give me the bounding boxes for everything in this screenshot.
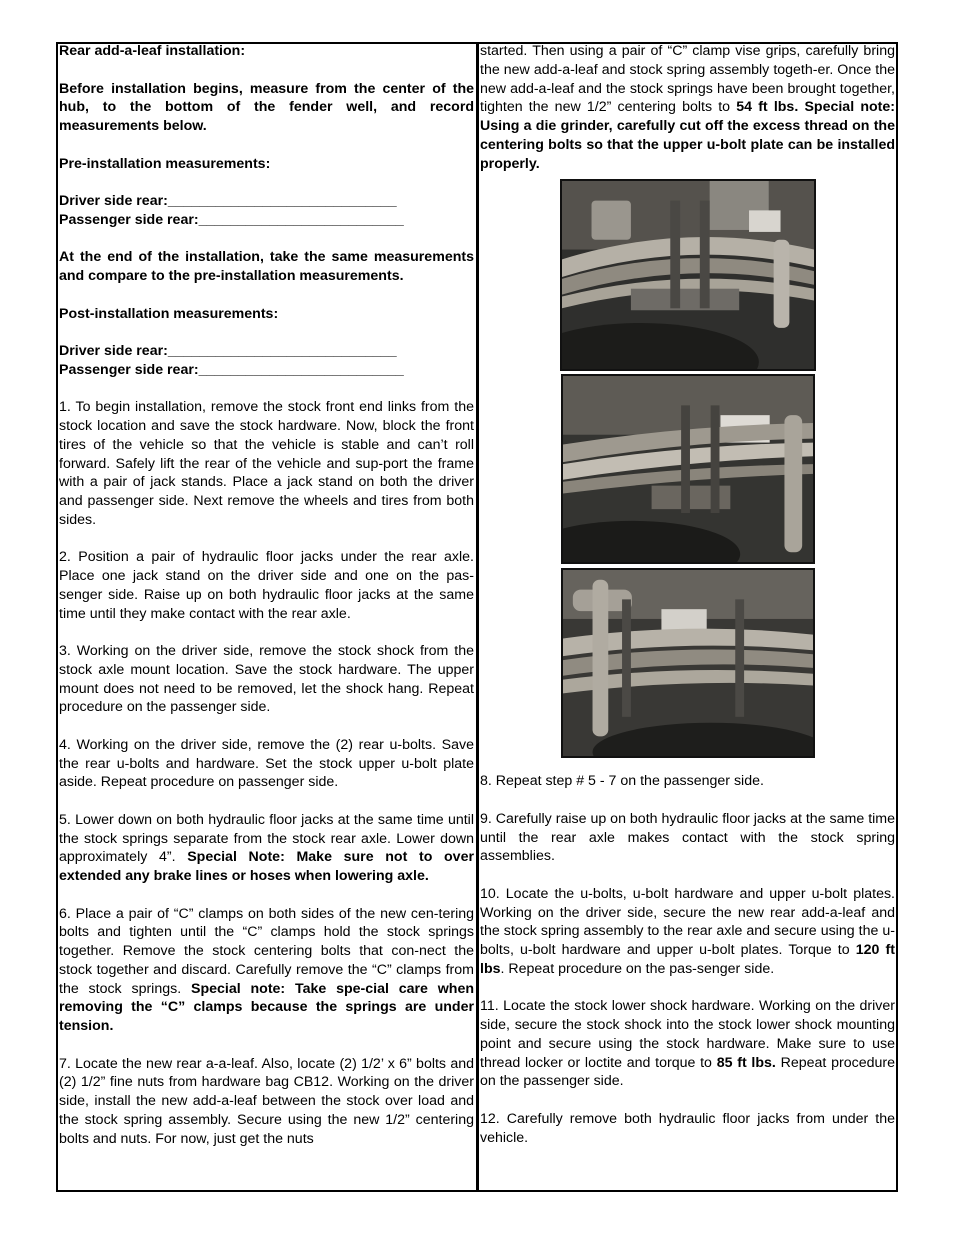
compare-instructions: At the end of the installation, take the same measurements and compare to the pre-installation measurements.	[59, 249, 474, 284]
step-8: 8. Repeat step # 5 - 7 on the passenger side.	[480, 773, 764, 790]
step-7-torque-note: 54 ft lbs. Special note: Using a die grinder, carefully cut off the excess thread on the centering bolts so that the upper u-bolt plate can be installed properly.	[480, 99, 895, 172]
step-6-note: Special note: Take spe-cial care when removing the “C” clamps because the springs are under tension.	[59, 980, 475, 1034]
step-10	[480, 885, 895, 979]
step-10-torque: 120 ft lbs	[480, 942, 895, 977]
step-11-text: 11. Locate the stock lower shock hardware. Working on the driver side, secure the stock shock into the stock lower shock mounting point and secure using the stock hardware. Make sure to use thread locker or loctite and torque to	[480, 998, 895, 1071]
right-column	[480, 42, 895, 1166]
step-5-note: Special Note: Make sure not to over extended any brake lines or hoses when lowering axle.	[59, 849, 474, 884]
passenger-side-post-field[interactable]: Passenger side rear:__________________________	[59, 361, 404, 378]
step-7: 7. Locate the new rear a-a-leaf. Also, locate (2) 1/2’ x 6” bolts and (2) 1/2” fine nuts from hardware bag CB12. Working on the driver side, install the new add-a-leaf between the stock over load and the stock spring assembly. Secure using the new 1/2” centering bolts and nuts. For now, just get the nuts	[59, 1055, 474, 1147]
step-4: 4. Working on the driver side, remove the (2) rear u-bolts. Save the rear u-bolts and hardware. Set the stock upper u-bolt plate aside. Repeat procedure on passenger side.	[59, 736, 474, 791]
step-7-cont-text: started. Then using a pair of “C” clamp vise grips, carefully bring the new add-a-leaf and stock spring assembly togeth-er. Once the new add-a-leaf and the stock springs have been brought together, tighten the new 1/2” centering bolts to	[480, 43, 895, 116]
step-6-text: 6. Place a pair of “C” clamps on both sides of the new cen-tering bolts and tighten until the “C” clamps hold the stock springs together. Remove the stock centering bolts that con-nect the stock together and discard. Carefully remove the “C” clamps from the stock springs.	[59, 905, 474, 997]
column-divider	[476, 42, 479, 1192]
section-heading: Rear add-a-leaf installation:	[59, 43, 246, 59]
photo-spring-assembly-2	[561, 374, 815, 564]
left-column	[59, 42, 474, 1148]
step-2: 2. Position a pair of hydraulic floor jacks under the rear axle. Place one jack stand on the driver side and one on the pas-senger side. Raise up on both hydraulic floor jacks at the same time until they make contact with the rear axle.	[59, 549, 474, 622]
photo-spring-2-image	[563, 376, 813, 562]
step-5-text: 5. Lower down on both hydraulic floor jacks at the same time until the stock springs separate from the stock rear axle. Lower down approximately 4”.	[59, 811, 474, 866]
step-11-end: Repeat procedure on the passenger side.	[480, 1054, 895, 1090]
step-9: 9. Carefully raise up on both hydraulic floor jacks at the same time until the rear axle makes contact with the stock spring assemblies.	[480, 810, 895, 865]
photo-spring-3-image	[563, 570, 813, 756]
passenger-side-pre-field[interactable]: Passenger side rear:__________________________	[59, 211, 404, 228]
step-10-end: . Repeat procedure on the pas-senger side.	[500, 960, 775, 977]
driver-side-pre-field[interactable]: Driver side rear:_____________________________	[59, 193, 397, 209]
post-install-heading: Post-installation measurements:	[59, 305, 279, 322]
step-5	[59, 811, 474, 886]
step-1: 1. To begin installation, remove the stock front end links from the stock location and save the stock hardware. Now, block the front tires of the vehicle so that the vehicle is stable and can’t roll forward. Safely lift the rear of the vehicle and sup-port the frame with a pair of jack stands. Place a jack stand on both the driver and passenger side. Next remove the wheels and tires from both sides.	[59, 399, 474, 528]
step-7-continued	[480, 42, 895, 173]
photo-spring-1-image	[562, 181, 814, 369]
step-10-text: 10. Locate the u-bolts, u-bolt hardware and upper u-bolt plates. Working on the driver side, secure the new rear add-a-leaf and the stock spring assembly to the rear axle and secure using the u-bolts, u-bolt hardware and upper u-bolt plates. Torque to	[480, 885, 895, 958]
photo-spring-assembly-3	[561, 568, 815, 758]
step-11	[480, 997, 895, 1091]
pre-install-heading: Pre-installation measurements:	[59, 155, 271, 172]
photo-spring-assembly-1	[560, 179, 816, 371]
step-12: 12. Carefully remove both hydraulic floor jacks from under the vehicle.	[480, 1110, 895, 1146]
step-6	[59, 905, 474, 1036]
step-3: 3. Working on the driver side, remove the stock shock from the stock axle mount location. Save the stock hardware. The upper mount does not need to be removed, let the shock hang. Repeat procedure on the passenger side.	[59, 643, 474, 716]
step-11-torque: 85 ft lbs.	[716, 1054, 776, 1071]
intro-instructions: Before installation begins, measure from the center of the hub, to the bottom of the fender well, and record measurements below.	[59, 80, 474, 134]
driver-side-post-field[interactable]: Driver side rear:_____________________________	[59, 343, 397, 359]
